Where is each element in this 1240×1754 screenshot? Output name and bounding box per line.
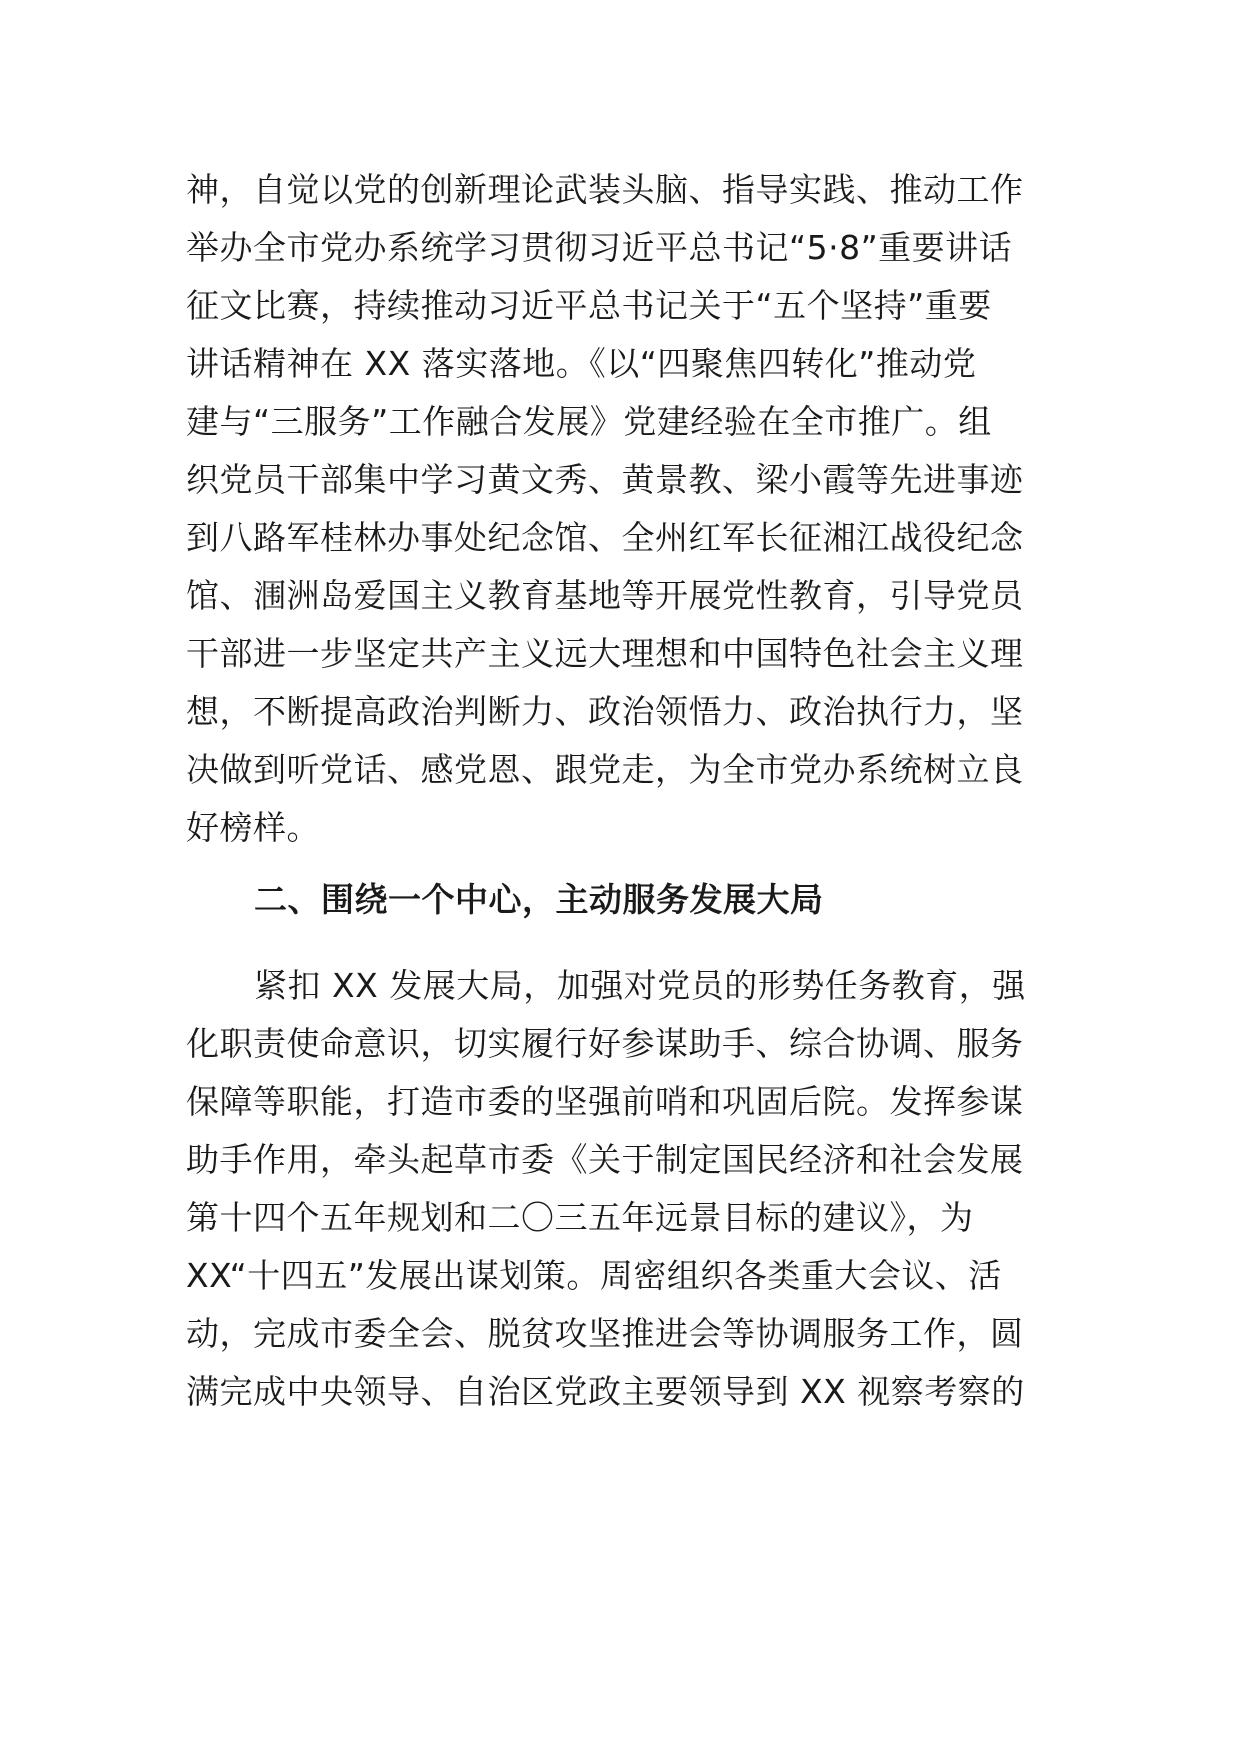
paragraph-2-line: 保障等职能，打造市委的坚强前哨和巩固后院。发挥参谋	[186, 1082, 1024, 1121]
paragraph-1-line: 举办全市党办系统学习贯彻习近平总书记“5·8”重要讲话	[186, 228, 1013, 267]
paragraph-1-line: 讲话精神在 XX 落实落地。《以“四聚焦四转化”推动党	[186, 344, 977, 383]
section-heading: 二、围绕一个中心，主动服务发展大局	[254, 880, 824, 919]
paragraph-2-line: 紧扣 XX 发展大局，加强对党员的形势任务教育，强	[254, 966, 1026, 1005]
paragraph-1-line: 神，自觉以党的创新理论武装头脑、指导实践、推动工作	[186, 170, 1024, 209]
paragraph-2-line: 动，完成市委全会、脱贫攻坚推进会等协调服务工作，圆	[186, 1314, 1024, 1353]
paragraph-1-line: 想，不断提高政治判断力、政治领悟力、政治执行力，坚	[186, 692, 1024, 731]
paragraph-1-line: 到八路军桂林办事处纪念馆、全州红军长征湘江战役纪念	[186, 518, 1024, 557]
paragraph-2-line: 化职责使命意识，切实履行好参谋助手、综合协调、服务	[186, 1024, 1024, 1063]
paragraph-1-line: 好榜样。	[186, 808, 320, 847]
paragraph-2-line: 满完成中央领导、自治区党政主要领导到 XX 视察考察的	[186, 1372, 1025, 1411]
paragraph-2-line: XX“十四五”发展出谋划策。周密组织各类重大会议、活	[186, 1256, 1002, 1295]
paragraph-2-line: 第十四个五年规划和二〇三五年远景目标的建议》，为	[186, 1198, 974, 1237]
paragraph-1-line: 决做到听党话、感党恩、跟党走，为全市党办系统树立良	[186, 750, 1024, 789]
paragraph-1-line: 干部进一步坚定共产主义远大理想和中国特色社会主义理	[186, 634, 1024, 673]
paragraph-1-line: 征文比赛，持续推动习近平总书记关于“五个坚持”重要	[186, 286, 992, 325]
paragraph-2-line: 助手作用，牵头起草市委《关于制定国民经济和社会发展	[186, 1140, 1024, 1179]
paragraph-1-line: 建与“三服务”工作融合发展》党建经验在全市推广。组	[186, 402, 992, 441]
paragraph-1-line: 织党员干部集中学习黄文秀、黄景教、梁小霞等先进事迹	[186, 460, 1024, 499]
paragraph-1-line: 馆、涠洲岛爱国主义教育基地等开展党性教育，引导党员	[186, 576, 1024, 615]
